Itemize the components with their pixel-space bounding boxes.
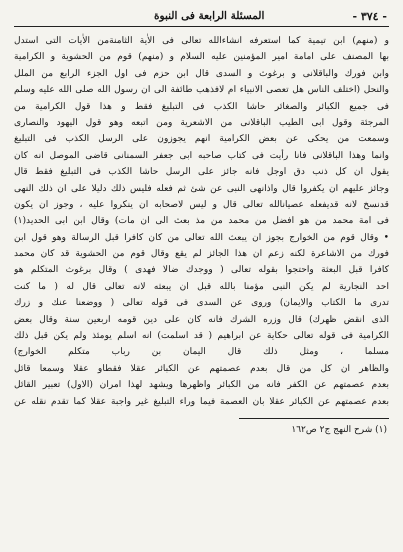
text-line: الكرامية فى قوله تعالى حكاية عن ابراهيم ( قد اسلمت) انه اسلم يومئذ ولم يكن قبل ذلك bbox=[14, 331, 389, 342]
text-line: فى امة محمد من هو افضل من محمد من مذ بعث الى ان مات) وقال ابن ابى الحديد(١) bbox=[14, 216, 389, 227]
text-line: وسمعت من يحكى عن بعض الكرامية انهم يجوزون على الرسل الكذب فى التبليغ bbox=[14, 134, 389, 145]
text-line: وابن فورك والباقلانى و برغوث و السدى قال ابن حزم فى اول الجزء الرابع من الملل bbox=[14, 68, 389, 79]
text-line: والظاهر ان كل من قال بعدم عصمتهم عن الكبائر عقلا فقطاو عقلا وسمعا قائل bbox=[14, 363, 389, 374]
text-line: بها المصنف على امامة امير المؤمنين عليه السلام و (منهم) قوم من الحشوية و الكرامية bbox=[14, 52, 389, 63]
text-line: بعدم عصمتهم عن الكبائر عقلا بان العصمة فيما وراء التبليغ غير واجبة عقلا كما تقدم نقله عن bbox=[14, 396, 389, 407]
footnote-rule bbox=[239, 418, 389, 419]
text-line: قدنسخ لانه قديفعله عصيانالله تعالى قال و ليس لاصحابه ان ينكروا عليه ، وجوز ان يكون bbox=[14, 199, 389, 210]
text-line: المرجئة وقول ابى الطيب الباقلانى من الاشعرية ومن اتبعه وهو قول اليهود والنصارى bbox=[14, 117, 389, 128]
header-rule bbox=[14, 26, 389, 27]
text-line: فى جميع الكبائر والصغائر حاشا الكذب فى التبليغ فقط و هذا قول الكرامية من bbox=[14, 101, 389, 112]
text-line: بعدم عصمتهم عن الكفر فانه من الكبائر واظهرها ويشهد لهذا امران (الاول) تعبير القائل bbox=[14, 380, 389, 391]
footnote: (١) شرح النهج ج٢ ص١٦٢ bbox=[291, 424, 387, 435]
text-line: فورك من الاشاعرة لكنه زعم ان هذا الجائز لم يقع وقال قوم من الحشوية قد كان محمد bbox=[14, 249, 389, 260]
text-line: مسلما ، ومثل ذلك قال اليمان بن رباب متكلم الخوارج) bbox=[14, 347, 389, 358]
page-header bbox=[14, 8, 389, 24]
text-line: وانما وهذا الباقلانى فانا رأيت فى كتاب صاحبه ابى جعفر السمنانى قاضى الموصل انه كان bbox=[14, 150, 389, 161]
main-text bbox=[14, 33, 389, 410]
page-number: - ٣٧٤ - bbox=[352, 9, 387, 23]
text-line: تدرى ما الكتاب والايمان) وروى عن السدى فى قوله تعالى ( ووضعنا عنك و زرك bbox=[14, 298, 389, 309]
text-line: يقول ان كل ذنب دق اوجل فانه جائز على الرسل حاشا الكذب فى التبليغ فقط قال bbox=[14, 167, 389, 178]
text-line: والنحل (اختلف الناس هل تعصى الانبياء ام لافذهب طائفة الى ان رسول الله صلى الله عليه وسلم bbox=[14, 85, 389, 96]
text-line: الذى انقض ظهرك) قال وزره الشرك فانه كان على دين قومه اربعين سنة وقال بعض bbox=[14, 314, 389, 325]
text-line: و (منهم) ابن تيمية كما استعرفه انشاءالله تعالى فى الاٰية الثامنةمن الاٰيات التى استدل bbox=[14, 36, 389, 46]
text-line: • وقال قوم من الخوارج بجوز ان يبعث الله تعالى من كان كافرا قبل الرسالة وهو قول ابن bbox=[14, 232, 389, 243]
text-line: وجائز عليهم ان يكفروا قال واذانهى النبى عن شئ ثم فعله فليس ذلك دليلا على ان ذلك النهى bbox=[14, 183, 389, 194]
text-line: احد النجارية لم يكن النبى مؤمنا بالله قبل ان يبعثه لانه تعالى قال له ( ما كنت bbox=[14, 281, 389, 292]
text-line: كافرا قبل البعثة واحتجوا بقوله تعالى ( ووجدك ضالا فهدى ) وقال برغوث المتكلم هو bbox=[14, 265, 389, 276]
running-title: المسئلة الرابعة فى النبوة bbox=[154, 10, 265, 22]
